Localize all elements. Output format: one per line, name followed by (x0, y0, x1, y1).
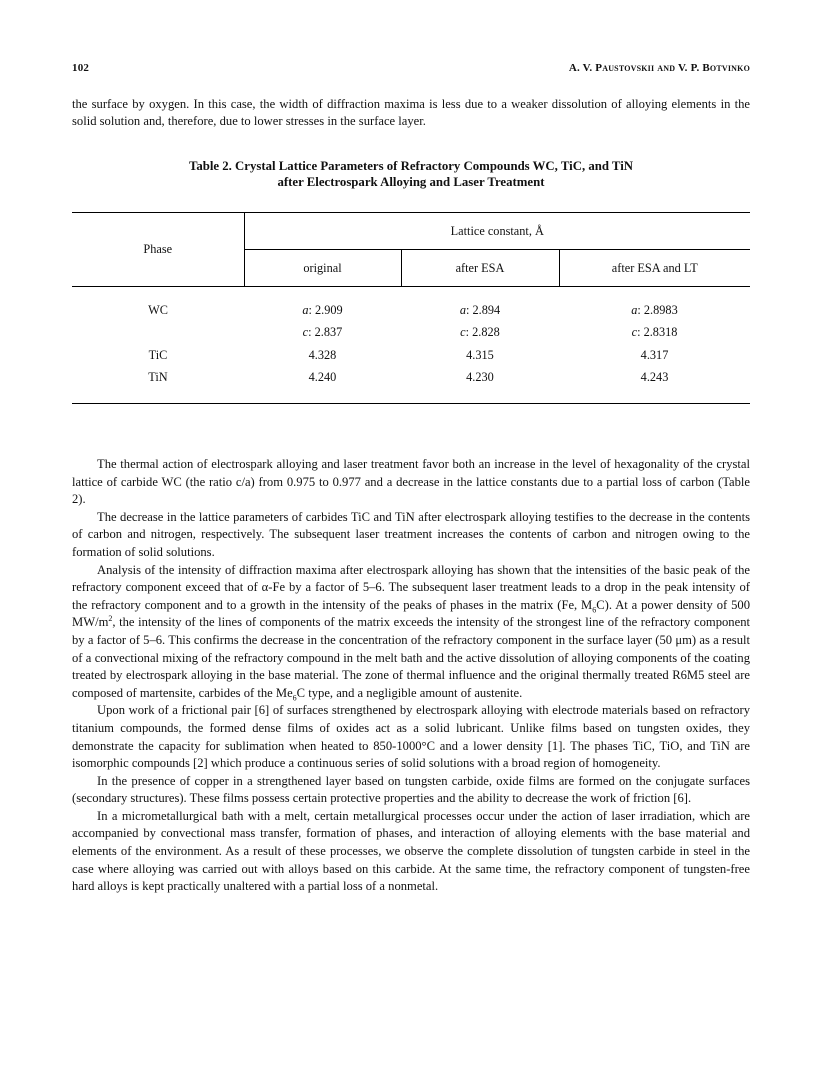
value-cell: c: 2.837 (302, 325, 343, 340)
value-cell: 4.240 (244, 367, 401, 404)
running-header (72, 62, 750, 78)
value-cell: a: 2.909 (302, 302, 343, 317)
header-phase: Phase (72, 213, 244, 287)
header-lattice-constant: Lattice constant, Å (244, 213, 750, 250)
running-authors: A. V. Paustovskii and V. P. Botvinko (568, 62, 750, 74)
value-cell: 4.328 (308, 347, 337, 362)
value-cell: a: 2.894 (459, 302, 501, 317)
phase-cell: WC (148, 302, 168, 317)
table-caption-line-1: Table 2. Crystal Lattice Parameters of Refractory Compounds WC, TiC, and TiN (188, 159, 634, 173)
value-cell: 4.230 (401, 367, 559, 404)
phase-cell: TiN (72, 367, 244, 404)
value-cell: a: 2.8983 (631, 302, 678, 317)
table-row (72, 344, 750, 367)
table-row (72, 322, 750, 345)
phase-cell: TiC (148, 347, 168, 362)
paragraph: In a micrometallurgical bath with a melt, certain metallurgical processes occur under the action of laser irradiation, which are accompanied by convectional mass transfer, formation of phases, and interaction of alloying elements with the base material and elements of the environment. As a result of these processes, we observe the complete dissolution of tungsten carbide in steel in the case where alloying was carried out with alloys based on this carbide. At the same time, the refractory component of tungsten-free hard alloys is kept practically unaltered with a partial loss of a nonmetal. (72, 808, 750, 894)
paragraph: The thermal action of electrospark alloying and laser treatment favor both an increase in the level of hexagonality of the crystal lattice of carbide WC (the ratio c/a) from 0.975 to 0.977 and a decrease in the lattice constants due to a partial loss of carbon (Table 2). (72, 457, 750, 507)
paragraph: Upon work of a frictional pair [6] of surfaces strengthened by electrospark alloying with electrode materials based on refractory titanium compounds, the formed dense films of oxides act as a solid lubricant. Unlike films based on tungsten oxides, they demonstrate the capacity for sublimation when heated to 850-1000°C and a lower density [1]. The phases TiC, TiO, and TiN are isomorphic compounds [2] which produce a continuous series of solid solutions with a broad region of homogeneity. (72, 703, 750, 771)
value-cell: c: 2.8318 (631, 325, 678, 340)
table-caption-line-2: after Electrospark Alloying and Laser Treatment (277, 175, 545, 189)
paragraph: In the presence of copper in a strengthened layer based on tungsten carbide, oxide films are formed on the conjugate surfaces (secondary structures). These films possess certain protective properties and the ability to decrease the work of friction [6]. (72, 773, 750, 806)
value-cell: 4.317 (640, 347, 669, 362)
value-cell: c: 2.828 (460, 325, 500, 340)
page-number: 102 (72, 62, 90, 74)
header-after-esa: after ESA (401, 250, 559, 287)
value-cell: 4.315 (466, 347, 494, 362)
table-caption (72, 158, 750, 190)
header-original: original (244, 250, 401, 287)
value-cell: 4.243 (559, 367, 750, 404)
continued-paragraph: the surface by oxygen. In this case, the width of diffraction maxima is less due to a weaker dissolution of alloying elements in the solid solution and, therefore, due to lower stresses in the surface layer. (72, 97, 750, 128)
table-row (72, 287, 750, 322)
body-text (72, 456, 750, 896)
header-after-esa-lt: after ESA and LT (559, 250, 750, 287)
lattice-table-container (72, 212, 750, 404)
paragraph: The decrease in the lattice parameters of carbides TiC and TiN after electrospark alloying testifies to the decrease in the contents of carbon and nitrogen, respectively. The subsequent laser treatment increases the contents of carbon and nitrogen owing to the formation of solid solutions. (72, 509, 750, 559)
table-row (72, 367, 750, 404)
paragraph: Analysis of the intensity of diffraction maxima after electrospark alloying has shown that the intensities of the basic peak of the refractory component exceed that of α-Fe by a factor of 5–6. The subsequent laser treatment leads to a drop in the peak intensity of the refractory component and to a growth in the intensity of the peaks of phases in the matrix (Fe, $M_6C$). At a power density of 500 $MW/m^2$, the intensity of the lines of components of the matrix exceeds the intensity of the strongest line of the refractory component by a factor of 5–6. This confirms the decrease in the concentration of the refractory component in the surface layer (50 μm) as a result of a convectional mixing of the refractory compound in the melt bath and the active dissolution of alloying components of the coating treated by electrospark alloying in the base material. The zone of thermal influence and the original thermally treated R6M5 steel are composed of martensite, carbides of the $Me_6C$ type, and a negligible amount of austenite. (72, 562, 750, 703)
lattice-parameters-table (72, 212, 750, 404)
phase-cell (72, 322, 244, 345)
